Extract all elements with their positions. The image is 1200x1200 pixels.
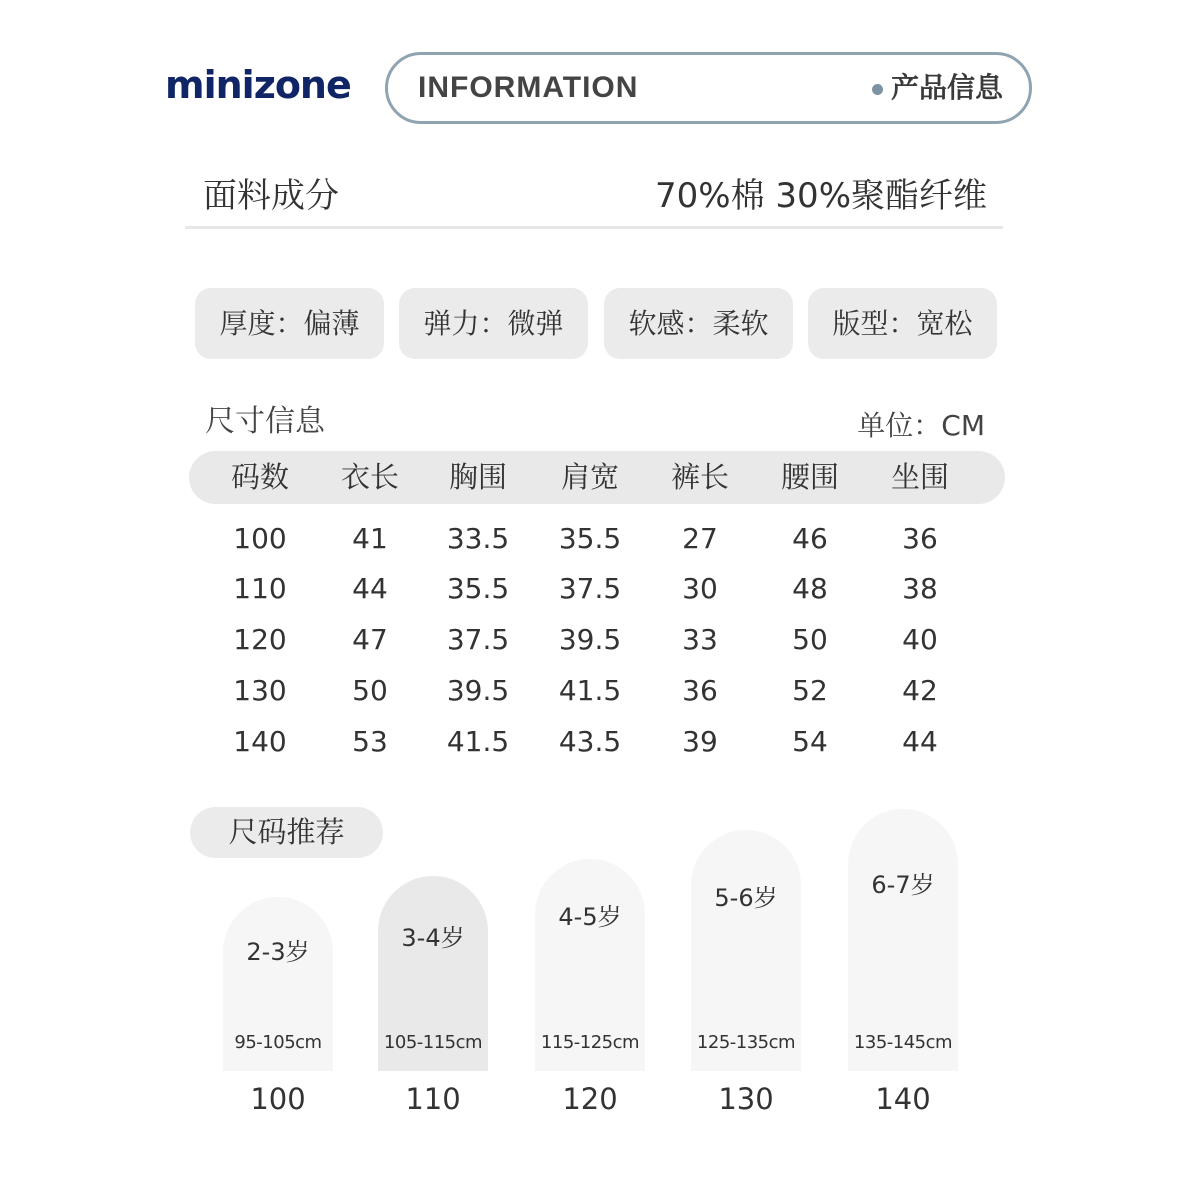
height-range: 95-105cm bbox=[234, 1032, 322, 1053]
table-cell: 44 bbox=[352, 572, 388, 605]
table-header-waist: 腰围 bbox=[780, 460, 839, 494]
age-range: 6-7岁 bbox=[871, 871, 935, 899]
fabric-value: 70%棉 30%聚酯纤维 bbox=[655, 176, 987, 216]
size-info-title: 尺寸信息 bbox=[205, 404, 325, 439]
information-subtitle: 产品信息 bbox=[890, 71, 1003, 104]
fabric-label: 面料成分 bbox=[203, 176, 339, 216]
table-cell: 50 bbox=[352, 674, 388, 707]
table-cell: 140 bbox=[233, 725, 287, 758]
table-header-size: 码数 bbox=[230, 460, 289, 494]
divider bbox=[185, 226, 1003, 229]
table-cell: 36 bbox=[902, 522, 938, 555]
table-header-hip: 坐围 bbox=[890, 460, 949, 494]
table-cell: 39.5 bbox=[446, 674, 510, 707]
table-header-pants-length: 裤长 bbox=[670, 460, 729, 494]
table-cell: 39 bbox=[682, 725, 718, 758]
height-range: 135-145cm bbox=[853, 1032, 953, 1053]
table-header-chest: 胸围 bbox=[448, 460, 507, 494]
table-cell: 44 bbox=[902, 725, 938, 758]
table-cell: 30 bbox=[682, 572, 718, 605]
table-cell: 100 bbox=[233, 522, 287, 555]
table-cell: 37.5 bbox=[446, 623, 510, 656]
bullet-dot-icon bbox=[872, 84, 883, 95]
table-cell: 33 bbox=[682, 623, 718, 656]
table-cell: 41.5 bbox=[558, 674, 622, 707]
table-header-shoulder: 肩宽 bbox=[560, 460, 619, 494]
age-range: 2-3岁 bbox=[246, 938, 310, 966]
property-chip-softness: 软感：柔软 bbox=[604, 288, 793, 359]
property-chip-elasticity: 弹力：微弹 bbox=[399, 288, 588, 359]
recommended-size: 110 bbox=[405, 1082, 461, 1116]
table-cell: 43.5 bbox=[558, 725, 622, 758]
table-cell: 35.5 bbox=[558, 522, 622, 555]
age-range: 4-5岁 bbox=[558, 903, 622, 931]
table-cell: 41 bbox=[352, 522, 388, 555]
table-cell: 33.5 bbox=[446, 522, 510, 555]
table-cell: 37.5 bbox=[558, 572, 622, 605]
information-banner bbox=[385, 52, 1032, 124]
table-cell: 40 bbox=[902, 623, 938, 656]
age-range: 3-4岁 bbox=[401, 924, 465, 952]
height-range: 115-125cm bbox=[540, 1032, 640, 1053]
table-cell: 41.5 bbox=[446, 725, 510, 758]
property-chip-fit: 版型：宽松 bbox=[808, 288, 997, 359]
recommended-size: 130 bbox=[718, 1082, 774, 1116]
table-cell: 53 bbox=[352, 725, 388, 758]
table-header-length: 衣长 bbox=[340, 460, 399, 494]
table-cell: 130 bbox=[233, 674, 287, 707]
table-cell: 120 bbox=[233, 623, 287, 656]
recommended-size: 140 bbox=[875, 1082, 931, 1116]
table-cell: 110 bbox=[233, 572, 287, 605]
unit-label: 单位：CM bbox=[857, 409, 985, 442]
table-cell: 38 bbox=[902, 572, 938, 605]
recommended-size: 120 bbox=[562, 1082, 618, 1116]
table-cell: 35.5 bbox=[446, 572, 510, 605]
recommendation-title: 尺码推荐 bbox=[190, 807, 383, 858]
table-cell: 54 bbox=[792, 725, 828, 758]
table-cell: 42 bbox=[902, 674, 938, 707]
height-range: 125-135cm bbox=[696, 1032, 796, 1053]
table-cell: 52 bbox=[792, 674, 828, 707]
table-cell: 46 bbox=[792, 522, 828, 555]
table-cell: 50 bbox=[792, 623, 828, 656]
table-cell: 39.5 bbox=[558, 623, 622, 656]
recommended-size: 100 bbox=[250, 1082, 306, 1116]
table-cell: 47 bbox=[352, 623, 388, 656]
table-cell: 48 bbox=[792, 572, 828, 605]
brand-logo: minizone bbox=[165, 63, 351, 107]
height-range: 105-115cm bbox=[383, 1032, 483, 1053]
information-title: INFORMATION bbox=[418, 71, 639, 104]
table-cell: 27 bbox=[682, 522, 718, 555]
property-chip-thickness: 厚度：偏薄 bbox=[195, 288, 384, 359]
table-cell: 36 bbox=[682, 674, 718, 707]
age-range: 5-6岁 bbox=[714, 884, 778, 912]
